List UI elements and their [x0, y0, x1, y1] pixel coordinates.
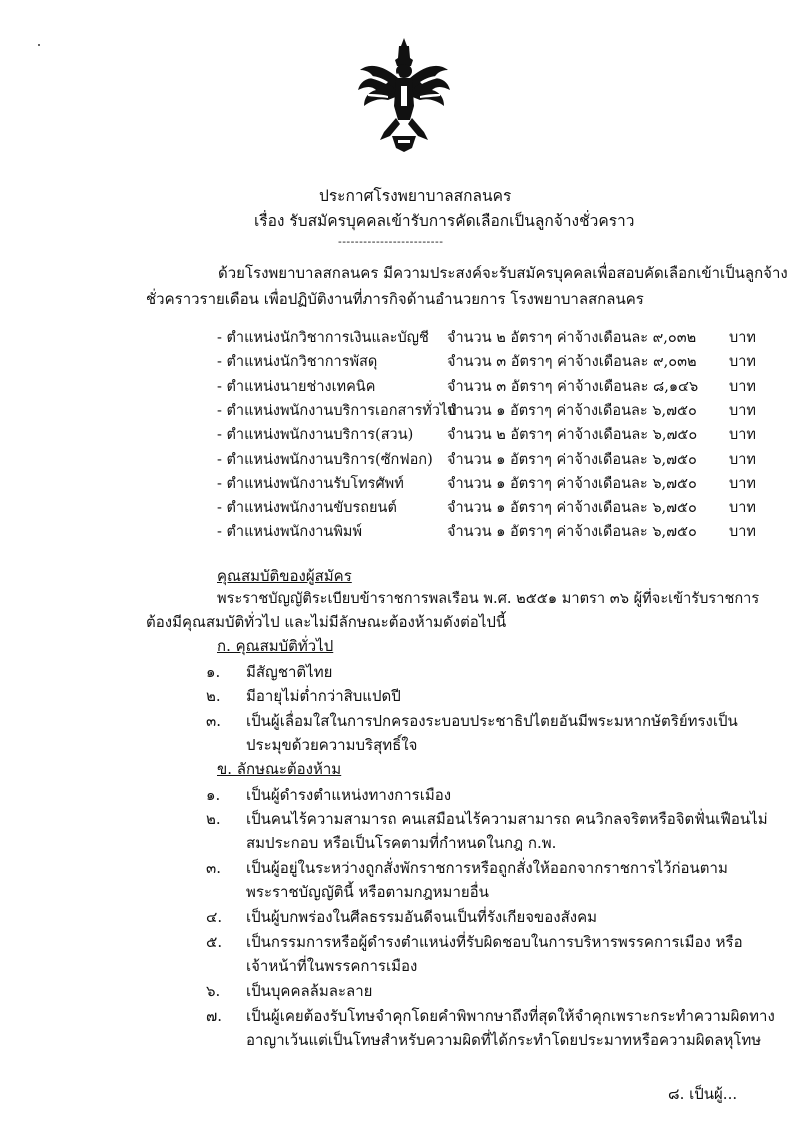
- item-number: ๓.: [206, 712, 222, 730]
- position-name: - ตำแหน่งนักวิชาการเงินและบัญชี: [217, 330, 429, 346]
- position-name: - ตำแหน่งนายช่างเทคนิค: [217, 378, 376, 395]
- intro-line-1: ด้วยโรงพยาบาลสกลนคร มีความประสงค์จะรับสมัครบุคคลเพื่อสอบคัดเลือกเข้าเป็นลูกจ้าง: [218, 264, 788, 282]
- position-row: [217, 520, 756, 542]
- position-name: - ตำแหน่งพนักงานบริการ(สวน): [217, 427, 414, 444]
- position-name: - ตำแหน่งพนักงานบริการเอกสารทั่วไป: [217, 402, 457, 419]
- position-name: - ตำแหน่งนักวิชาการพัสดุ: [217, 354, 378, 371]
- item-text: พระราชบัญญัตินี้ หรือตามกฎหมายอื่น: [246, 883, 489, 901]
- prohibited-heading: ข. ลักษณะต้องห้าม: [217, 760, 342, 778]
- position-detail: จำนวน ๓ อัตราๆ ค่าจ้างเดือนละ ๙,๐๓๒: [447, 354, 697, 371]
- item-number: ๑.: [206, 663, 221, 681]
- item-text: เป็นผู้อยู่ในระหว่างถูกสั่งพักราชการหรือถูกสั่งให้ออกจากราชการไว้ก่อนตาม: [246, 859, 728, 877]
- item-text: เป็นบุคคลล้มละลาย: [246, 982, 373, 1000]
- qualifications-heading: คุณสมบัติของผู้สมัคร: [217, 567, 352, 585]
- position-detail: จำนวน ๒ อัตราๆ ค่าจ้างเดือนละ ๙,๐๓๒: [447, 330, 697, 346]
- position-name: - ตำแหน่งพนักงานรับโทรศัพท์: [217, 475, 404, 492]
- position-detail: จำนวน ๑ อัตราๆ ค่าจ้างเดือนละ ๖,๗๕๐: [447, 500, 697, 517]
- position-row: [217, 350, 756, 372]
- position-detail: จำนวน ๑ อัตราๆ ค่าจ้างเดือนละ ๖,๗๕๐: [447, 475, 697, 492]
- intro-line-2: ชั่วคราวรายเดือน เพื่อปฏิบัติงานที่ภารกิจด้านอำนวยการ โรงพยาบาลสกลนคร: [146, 290, 644, 308]
- item-number: ๔.: [206, 908, 223, 926]
- item-number: ๒.: [206, 687, 221, 705]
- position-detail: จำนวน ๒ อัตราๆ ค่าจ้างเดือนละ ๖,๗๕๐: [447, 427, 698, 444]
- position-row: [217, 326, 756, 348]
- item-text: สมประกอบ หรือเป็นโรคตามที่กำหนดในกฎ ก.พ.: [246, 834, 557, 852]
- document-title: ประกาศโรงพยาบาลสกลนคร: [319, 187, 512, 205]
- item-text: เป็นผู้เลื่อมใสในการปกครองระบอบประชาธิปไตยอันมีพระมหากษัตริย์ทรงเป็น: [246, 712, 738, 730]
- position-unit: บาท: [729, 402, 756, 419]
- general-qualifications-heading: ก. คุณสมบัติทั่วไป: [217, 637, 334, 655]
- position-unit: บาท: [729, 500, 756, 517]
- law-line-1: พระราชบัญญัติระเบียบข้าราชการพลเรือน พ.ศ. ๒๕๕๑ มาตรา ๓๖ ผู้ที่จะเข้ารับราชการ: [217, 590, 760, 607]
- item-number: ๖.: [206, 982, 221, 1000]
- item-number: ๑.: [206, 786, 221, 804]
- item-text: มีอายุไม่ต่ำกว่าสิบแปดปี: [246, 687, 401, 705]
- item-number: ๒.: [206, 810, 221, 828]
- scan-speck: [38, 44, 40, 46]
- position-unit: บาท: [729, 378, 756, 395]
- position-row: [217, 375, 756, 397]
- position-unit: บาท: [729, 354, 756, 371]
- item-text: เจ้าหน้าที่ในพรรคการเมือง: [246, 957, 418, 975]
- position-name: - ตำแหน่งพนักงานขับรถยนต์: [217, 500, 397, 517]
- page-continuation: ๘. เป็นผู้...: [668, 1085, 738, 1103]
- position-name: - ตำแหน่งพนักงานพิมพ์: [217, 524, 363, 541]
- position-name: - ตำแหน่งพนักงานบริการ(ซักฟอก): [217, 451, 433, 468]
- position-unit: บาท: [729, 524, 756, 541]
- position-row: [217, 423, 756, 445]
- item-text: เป็นคนไร้ความสามารถ คนเสมือนไร้ความสามารถ คนวิกลจริตหรือจิตฟั่นเฟือนไม่: [246, 810, 768, 828]
- garuda-emblem-icon: [354, 36, 454, 154]
- position-detail: จำนวน ๑ อัตราๆ ค่าจ้างเดือนละ ๖,๗๕๐: [447, 402, 697, 419]
- item-text: เป็นผู้เคยต้องรับโทษจำคุกโดยคำพิพากษาถึงที่สุดให้จำคุกเพราะกระทำความผิดทาง: [246, 1007, 775, 1025]
- title-divider: -------------------------: [338, 235, 444, 248]
- position-row: [217, 399, 756, 421]
- item-number: ๓.: [206, 859, 222, 877]
- item-text: เป็นผู้บกพร่องในศีลธรรมอันดีจนเป็นที่รังเกียจของสังคม: [246, 908, 598, 926]
- item-text: เป็นผู้ดำรงตำแหน่งทางการเมือง: [246, 786, 452, 804]
- position-row: [217, 472, 756, 494]
- position-unit: บาท: [729, 427, 756, 444]
- document-subject: เรื่อง รับสมัครบุคคลเข้ารับการคัดเลือกเป็นลูกจ้างชั่วคราว: [254, 212, 635, 230]
- item-number: ๕.: [206, 933, 223, 951]
- law-line-2: ต้องมีคุณสมบัติทั่วไป และไม่มีลักษณะต้องห้ามดังต่อไปนี้: [146, 613, 507, 631]
- item-text: มีสัญชาติไทย: [246, 663, 333, 681]
- position-unit: บาท: [729, 475, 756, 492]
- position-detail: จำนวน ๑ อัตราๆ ค่าจ้างเดือนละ ๖,๗๕๐: [447, 524, 697, 541]
- position-detail: จำนวน ๑ อัตราๆ ค่าจ้างเดือนละ ๖,๗๕๐: [447, 451, 697, 468]
- position-row: [217, 496, 756, 518]
- position-unit: บาท: [729, 330, 756, 346]
- position-detail: จำนวน ๓ อัตราๆ ค่าจ้างเดือนละ ๘,๑๔๖: [447, 378, 699, 395]
- item-text: เป็นกรรมการหรือผู้ดำรงตำแหน่งที่รับผิดชอบในการบริหารพรรคการเมือง หรือ: [246, 933, 743, 951]
- item-text: อาญาเว้นแต่เป็นโทษสำหรับความผิดที่ได้กระทำโดยประมาทหรือความผิดลหุโทษ: [246, 1031, 762, 1049]
- position-unit: บาท: [729, 451, 756, 468]
- position-row: [217, 448, 756, 470]
- item-number: ๗.: [206, 1007, 223, 1025]
- item-text: ประมุขด้วยความบริสุทธิ์ใจ: [246, 736, 418, 754]
